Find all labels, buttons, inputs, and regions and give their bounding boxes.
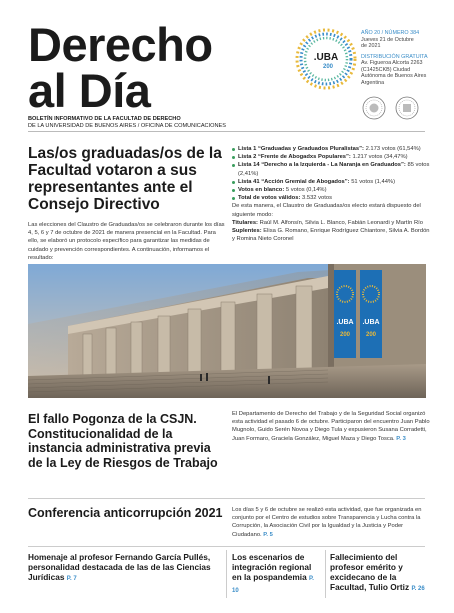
banner-text-right: .UBA <box>362 319 380 326</box>
teaser-page-ref[interactable]: P. 26 <box>411 586 425 592</box>
issue-distribution: DISTRIBUCIÓN GRATUITA <box>361 53 428 60</box>
masthead-title <box>28 18 213 117</box>
faculty-building-photo <box>28 264 426 398</box>
result-item: Lista 14 “Derecho a la Izquierda - La Naranja en Graduados”: 85 votos (2,41%) <box>232 161 432 177</box>
masthead-subtitle-line1: BOLETÍN INFORMATIVO DE LA FACULTAD DE DERECHO <box>28 116 181 122</box>
section-divider <box>28 546 425 547</box>
faculty-seal-icon <box>395 96 419 120</box>
results-closing: De esta manera, el Claustro de Graduadas/os electo estará dispuesto del siguiente modo: <box>232 203 421 218</box>
masthead-title-line2: al Día <box>28 64 151 117</box>
election-results <box>232 145 432 243</box>
banner-number-left: 200 <box>339 332 351 338</box>
issue-date-line2: de 2021 <box>361 43 381 49</box>
conferencia-page-ref[interactable]: P. 5 <box>263 531 273 538</box>
pogonza-page-ref[interactable]: P. 3 <box>396 435 406 442</box>
teaser-page-ref[interactable]: P. 10 <box>232 576 314 594</box>
titulares: Titulares: Raúl M. Alfonsín, Silvia L. Blanco, Fabián Leonardi y Martín Río <box>232 219 423 226</box>
suplentes: Suplentes: Elisa G. Romano, Enrique Rodríguez Chiantore, Silvia A. Bordón y Romina Nieto Coronel <box>232 228 430 243</box>
logo-text: .UBA <box>313 52 339 63</box>
masthead-subtitle <box>28 116 226 130</box>
column-divider <box>325 550 326 598</box>
issue-address-line2: (C1425CKB) Ciudad <box>361 66 411 73</box>
main-story-headline: Las/os graduadas/os de la Facultad votaron a sus representantes ante el Consejo Directivo <box>28 145 222 213</box>
result-item: Total de votos válidos: 3.532 votos <box>232 194 432 202</box>
university-seal-icon <box>362 96 386 120</box>
section-divider <box>28 498 425 499</box>
issue-address-line1: Av. Figueroa Alcorta 2263 <box>361 60 423 66</box>
result-item: Lista 1 “Graduadas y Graduados Pluralistas”: 2.173 votos (61,54%) <box>232 145 432 153</box>
issue-date-line1: Jueves 21 de Octubre <box>361 36 414 43</box>
teaser-homenaje: Homenaje al profesor Fernando García Pullés, personalidad destacada de las de las Ciencias Jurídicas P. 7 <box>28 552 211 582</box>
masthead-title-line1: Derecho <box>28 18 213 71</box>
issue-address-line4: Argentina <box>361 79 385 86</box>
teaser-escenarios: Los escenarios de integración regional en la pospandemia P. 10 <box>232 552 314 594</box>
main-story-body: Las elecciones del Claustro de Graduadas/os se celebraron durante los días 4, 5, 6 y 7 de octubre de 2021 de manera presencial en la Facultad. Para ello, se elaboró un protocolo específico para garantizar las medidas de cuidado y prevención correspondientes. A continuación, informamos el resultado: <box>28 222 225 261</box>
uba-banner-left <box>334 270 356 358</box>
issue-number: AÑO 20 / NÚMERO 384 <box>361 30 420 36</box>
uba-banner-right <box>360 270 382 358</box>
result-item: Votos en blanco: 5 votos (0,14%) <box>232 186 432 194</box>
conferencia-body: Los días 5 y 6 de octubre se realizó esta actividad, que fue organizada en conjunto por el Centro de estudios sobre Transparencia y Lucha contra la Corrupción, la Asociación Civil por la Igualdad y la Justicia y Poder Ciudadano. P. 5 <box>232 507 422 538</box>
issue-info <box>361 30 441 86</box>
result-item: Lista 2 “Frente de Abogadxs Populares”: 1.217 votos (34,47%) <box>232 153 432 161</box>
column-divider <box>226 550 227 598</box>
result-item: Lista 41 “Acción Gremial de Abogados”: 51 votos (1,44%) <box>232 178 432 186</box>
teaser-fallecimiento: Fallecimiento del profesor emérito y excidecano de la Facultad, Tulio Ortiz P. 26 <box>330 552 425 592</box>
uba-200-logo <box>295 28 357 90</box>
banner-number-right: 200 <box>365 332 377 338</box>
pogonza-headline: El fallo Pogonza de la CSJN. Constitucionalidad de la instancia administrativa previa de la Ley de Riesgos de Trabajo <box>28 412 218 470</box>
pogonza-body: El Departamento de Derecho del Trabajo y de la Seguridad Social organizó esta actividad el pasado 6 de octubre. Participaron del encuentro Juan Pablo Mugnolo, Guido Serén Novoa y Diego Tula y expusieron Susana Corradetti, Juan Formaro, Graciela González, Miguel Maza y Diego Tosca. P. 3 <box>232 411 430 442</box>
logo-number: 200 <box>322 64 334 70</box>
issue-address-line3: Autónoma de Buenos Aires <box>361 73 427 79</box>
banner-text-left: .UBA <box>336 319 354 326</box>
masthead-divider <box>28 131 425 132</box>
masthead-subtitle-line2: DE LA UNIVERSIDAD DE BUENOS AIRES / OFICINA DE COMUNICACIONES <box>28 123 226 129</box>
conferencia-headline: Conferencia anticorrupción 2021 <box>28 506 223 520</box>
teaser-page-ref[interactable]: P. 7 <box>66 576 77 582</box>
